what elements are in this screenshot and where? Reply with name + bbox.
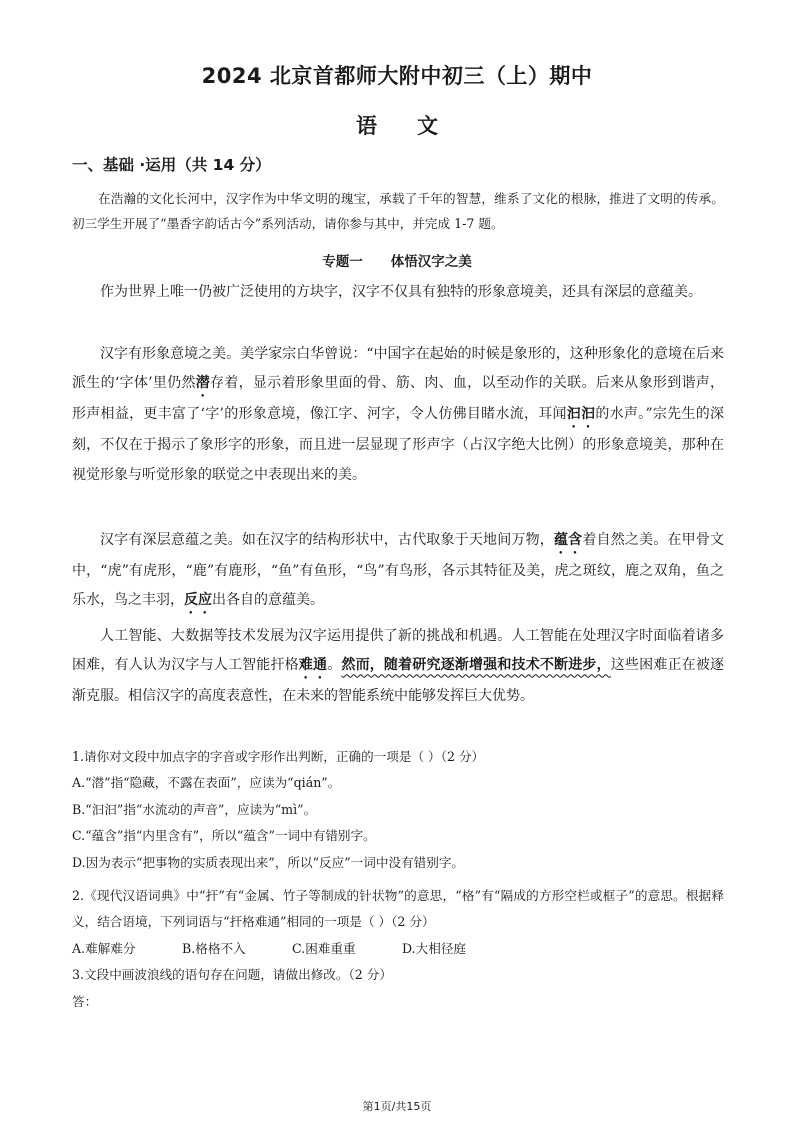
text-run: 汉字有深层意蕴之美。如在汉字的结构形状中，古代取象于天地间万物，	[100, 532, 554, 548]
page-number: 第1页/共15页	[362, 1100, 432, 1113]
option-a: A.难解难分	[72, 940, 136, 956]
passage-paragraph-3	[72, 526, 724, 617]
topic-label: 专题一	[322, 254, 363, 270]
paragraph-text: 作为世界上唯一仍被广泛使用的方块字，汉字不仅具有独特的形象意境美，还具有深层的意蕴美。	[100, 284, 702, 300]
dotted-word: 汩汩	[566, 406, 596, 423]
text-run: 出各自的意蕴美。	[212, 592, 324, 609]
dotted-word: 反应	[184, 592, 212, 609]
exam-title: 2024 北京首都师大附中初三（上）期中	[201, 64, 593, 88]
section-intro: 在浩瀚的文化长河中，汉字作为中华文明的瑰宝，承载了千年的智慧，维系了文化的根脉，推进了文明的传承。初三学生开展了“墨香字韵话古今”系列活动，请你参与其中，并完成 1-7 题。	[72, 191, 724, 231]
text-run: 着自然之美。在甲骨文中，“虎”有虎形，“鹿”有鹿形，“鱼”有鱼形，“鸟”有鸟形，各示其特征及美，虎之斑纹，鹿之双角，鱼之乐水，鸟之丰羽，	[72, 532, 725, 609]
text-run: 这些困难正在被逐渐克服。相信汉字的高度表意性，在未来的智能系统中能够发挥巨大优势。	[72, 657, 725, 705]
subject-title	[0, 110, 794, 140]
wavy-underlined-sentence: 然而，随着研究逐渐增强和技术不断进步，	[341, 657, 611, 674]
text-run: 人工智能、大数据等技术发展为汉字运用提供了新的挑战和机遇。人工智能在处理汉字时面临着诸多困难，有人认为汉字与人工智能扞格	[72, 628, 724, 674]
question-3-stem: 3.文段中画波浪线的语句存在问题，请做出修改。（2 分）	[72, 967, 392, 983]
question-stem: 2.《现代汉语词典》中“扞”有“金属、竹子等制成的针状物”的意思，“格”有“隔成的方形空栏或框子”的意思。根据释义，结合语境，下列词语与“扞格难通”相同的一项是（ ）（2 分）	[72, 888, 724, 930]
option-c: C.困难重重	[292, 940, 356, 956]
passage-paragraph-2	[72, 340, 724, 490]
option-a: A.“潜”指“隐藏，不露在表面”，应读为“qián”。	[72, 775, 341, 791]
text-run: 的水声。”宗先生的深刻，不仅在于揭示了象形字的形象，而且进一层显现了形声字（占汉字绝大比例）的形象意境美，那种在视觉形象与听觉形象的联觉之中表现出来的美。	[72, 406, 724, 483]
passage-paragraph-4	[72, 622, 724, 712]
option-row	[72, 936, 724, 962]
option-b: B.格格不入	[182, 940, 246, 956]
section-heading: 一、基础 ·运用（共 14 分）	[72, 156, 271, 174]
option-b: B.“汩汩”指“水流动的声音”，应读为“mì”。	[72, 801, 317, 817]
text-run: 存着，显示着形象里面的骨、筋、肉、血，以至动作的关联。后来从象形到谐声，形声相益，更丰富了‘字’的形象意境，像江字、河字，令人仿佛目睹水流，耳闻	[72, 375, 725, 423]
paragraph-text	[72, 622, 724, 712]
text-run: 汉字有形象意境之美。美学家宗白华曾说：“中国字在起始的时候是象形的，这种形象化的意境在后来派生的‘字体’里仍然	[72, 346, 724, 392]
topic-heading	[0, 250, 794, 270]
option-d: D.大相径庭	[402, 940, 467, 956]
topic-name: 体悟汉字之美	[390, 254, 472, 270]
paragraph-text	[72, 526, 724, 617]
option-c: C.“蕴含”指“内里含有”，所以“蕴含”一词中有错别字。	[72, 828, 376, 844]
question-1	[72, 744, 724, 876]
option-d: D.因为表示“把事物的实质表现出来”，所以“反应”一词中没有错别字。	[72, 854, 465, 870]
answer-label: 答：	[72, 993, 98, 1009]
dotted-word: 蕴含	[553, 532, 583, 548]
subject-char-1: 语	[356, 114, 377, 138]
question-2	[72, 883, 724, 1015]
question-stem: 1.请你对文段中加点字的字音或字形作出判断，正确的一项是（ ）（2 分）	[72, 749, 485, 764]
dotted-word: 难通	[298, 657, 328, 674]
subject-char-2: 文	[417, 114, 438, 138]
passage-paragraph-1	[72, 278, 724, 307]
dotted-word: 潜	[195, 375, 211, 392]
text-run: 。	[327, 657, 342, 674]
paragraph-text	[72, 340, 724, 490]
